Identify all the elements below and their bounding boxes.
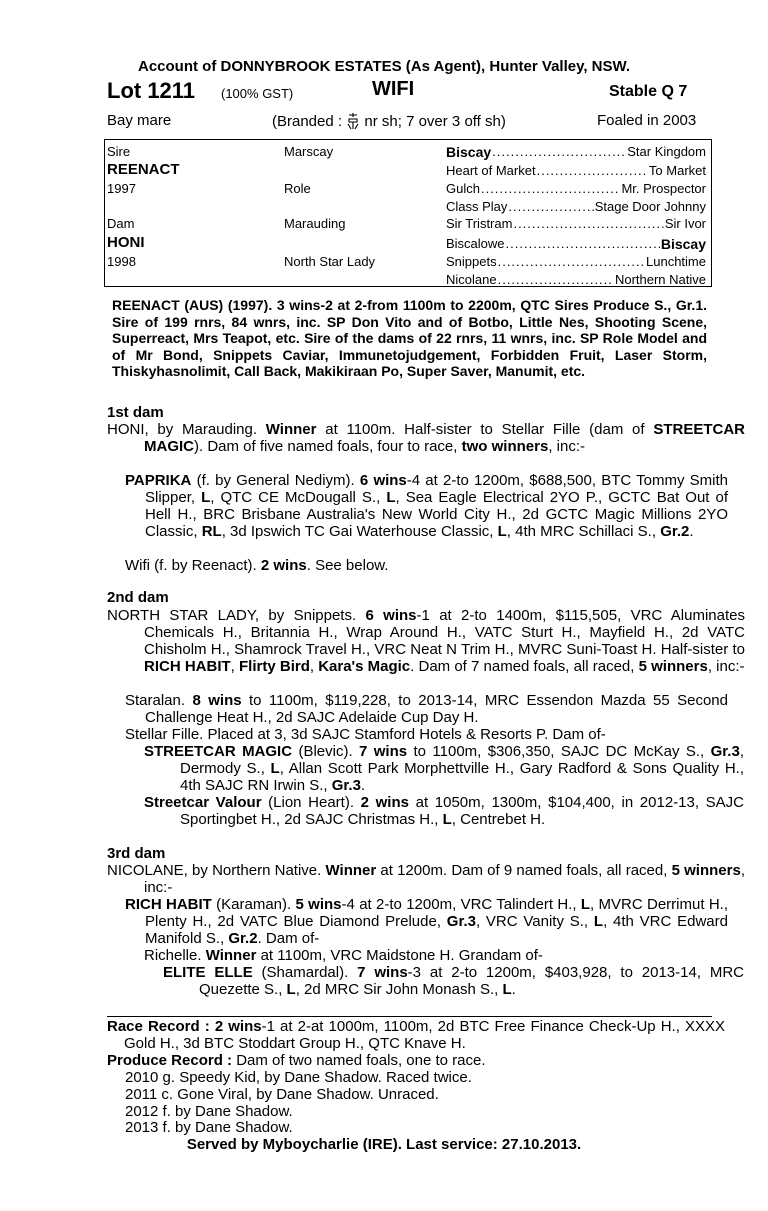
sire-label: Sire (107, 144, 131, 159)
text: . See below. (306, 557, 389, 574)
ancestor-row (446, 236, 706, 252)
sire-name: REENACT (107, 161, 180, 178)
produce-foal: 2010 g. Speedy Kid, by Dane Shadow. Raced twice. (125, 1069, 472, 1086)
bold-text: Winner (325, 862, 377, 879)
bold-text: Gr.2 (228, 930, 258, 947)
dam-label: Dam (107, 216, 135, 231)
sire-year: 1997 (107, 181, 136, 196)
bold-text: RICH HABIT (144, 658, 231, 675)
sire-dam: Role (284, 181, 311, 196)
bold-text: L (593, 913, 604, 930)
text: to 1100m, $119,228, to 2013-14, MRC Essendon Mazda 55 Second Challenge Heat H., 2d SAJC Adelaide Cup Day H. (145, 692, 728, 726)
text: (Shamardal). (252, 964, 358, 981)
text: at 1100m. Half-sister to Stellar Fille (dam of (316, 421, 654, 438)
ancestor-right: Biscay (660, 236, 706, 252)
text: , Dermody S., (180, 743, 744, 777)
second-dam-heading: 2nd dam (107, 589, 169, 606)
ancestor-right: Stage Door Johnny (594, 199, 706, 214)
produce-record (107, 1052, 486, 1069)
served-note: Served by Myboycharlie (IRE). Last service: 27.10.2013. (186, 1136, 582, 1153)
text: , 3d Ipswich TC Gai Waterhouse Classic, (221, 523, 498, 540)
text: . Dam of- (257, 930, 320, 947)
bold-text: 6 wins (359, 472, 407, 489)
progeny-elite-elle (163, 964, 744, 998)
ancestor-left: Biscay (446, 144, 492, 160)
foaled-year: Foaled in 2003 (597, 112, 697, 129)
text: to 1100m, $306,350, SAJC DC McKay S., (407, 743, 711, 760)
bold-text: L (502, 981, 512, 998)
third-dam-heading: 3rd dam (107, 845, 166, 862)
bold-text: Gr.2 (660, 523, 690, 540)
bold-text: Gr.3 (710, 743, 740, 760)
bold-text: L (386, 489, 396, 506)
sire-sire: Marscay (284, 144, 334, 159)
dam-dam: North Star Lady (284, 254, 376, 269)
bold-text: L (201, 489, 211, 506)
progeny-staralan (125, 692, 728, 726)
bold-text: L (442, 811, 452, 828)
text: -1 at 2-to 1400m, $115,505, VRC Aluminates Chemicals H., Britannia H., Wrap Around H., VATC Sturt H., Mayfield H., 2d VATC Chisholm H., Shamrock Travel H., VRC Neat N Trim H., MVRC Suni-Toast H. Half-sister to (144, 607, 745, 658)
text: at 1200m. Dam of 9 named foals, all raced, (376, 862, 672, 879)
text: , MVRC Derrimut H., Plenty H., 2d VATC Blue Diamond Prelude, (145, 896, 728, 930)
ancestor-right: Star Kingdom (627, 144, 706, 159)
produce-record-summary: Dam of two named foals, one to race. (232, 1052, 486, 1069)
text: , 2d MRC Sir John Monash S., (295, 981, 503, 998)
ancestor-right: Lunchtime (646, 254, 706, 269)
bold-text: 6 wins (365, 607, 417, 624)
bold-text: Race Record : (107, 1018, 215, 1035)
bold-text: RICH HABIT (125, 896, 212, 913)
text: , Sea Eagle Electrical 2YO P., GCTC Bat Out of Hell H., BRC Brisbane Australia's New World City H., 2d GCTC Magic Millions 2YO Classic, (145, 489, 728, 540)
bold-text: RL (201, 523, 222, 540)
bold-text: 2 wins (260, 557, 307, 574)
bold-text: Kara's Magic (318, 658, 411, 675)
produce-foal: 2011 c. Gone Viral, by Dane Shadow. Unraced. (125, 1086, 439, 1103)
brand-info (272, 112, 506, 130)
text: , 4th VRC Edward Manifold S., (145, 913, 728, 947)
text: -3 at 2-to 1200m, $403,928, to 2013-14, MRC Quezette S., (199, 964, 744, 998)
dam-name: HONI (107, 234, 145, 251)
text: . (511, 981, 516, 998)
text: . (689, 523, 694, 540)
brand-mark-icon (346, 112, 360, 130)
bold-text: 5 winners (638, 658, 708, 675)
bold-text: 2 wins (214, 1018, 262, 1035)
dam-year: 1998 (107, 254, 136, 269)
ancestor-row (446, 216, 706, 231)
bold-text: STREETCAR MAGIC (144, 743, 293, 760)
text: , QTC CE McDougall S., (210, 489, 387, 506)
bold-text: 2 wins (360, 794, 409, 811)
bold-text: Gr.3 (446, 913, 476, 930)
progeny-paprika (125, 472, 728, 540)
bold-text: L (497, 523, 507, 540)
text: (Karaman). (211, 896, 296, 913)
text: (Blevic). (292, 743, 360, 760)
text: HONI, by Marauding. (107, 421, 266, 438)
race-record (107, 1018, 725, 1052)
progeny-streetcar-magic (144, 743, 744, 794)
ancestor-right: Sir Ivor (664, 216, 706, 231)
ancestor-left: Nicolane (446, 272, 497, 287)
horse-name: WIFI (372, 78, 415, 100)
bold-text: PAPRIKA (125, 472, 192, 489)
bold-text: 7 wins (357, 964, 408, 981)
ancestor-right: Northern Native (614, 272, 706, 287)
bold-text: L (286, 981, 296, 998)
progeny-rich-habit (125, 896, 728, 947)
text: NICOLANE, by Northern Native. (107, 862, 326, 879)
dam-sire: Marauding (284, 216, 346, 231)
text: -4 at 2-to 1200m, VRC Talindert H., (341, 896, 581, 913)
bold-text: 5 winners (671, 862, 741, 879)
ancestor-right: Mr. Prospector (621, 181, 706, 196)
bold-text: 5 wins (295, 896, 342, 913)
text: NORTH STAR LADY, by Snippets. (107, 607, 366, 624)
text: , inc:- (548, 438, 585, 455)
first-dam-text (107, 421, 745, 455)
text: , (230, 658, 240, 675)
text: at 1100m, VRC Maidstone H. Grandam of- (256, 947, 543, 964)
ancestor-row (446, 181, 706, 196)
vendor-account: Account of DONNYBROOK ESTATES (As Agent), Hunter Valley, NSW. (138, 58, 630, 75)
text: , inc:- (707, 658, 745, 675)
text: , inc:- (144, 862, 745, 896)
bold-text: L (580, 896, 590, 913)
stable-location: Stable Q 7 (609, 83, 688, 100)
ancestor-left: Heart of Market (446, 163, 536, 178)
bold-text: two winners (461, 438, 549, 455)
horse-description: Bay mare (107, 112, 172, 129)
first-dam-heading: 1st dam (107, 404, 164, 421)
third-dam-text (107, 862, 745, 896)
ancestor-row (446, 254, 706, 269)
bold-text: ELITE ELLE (163, 964, 253, 981)
ancestor-row (446, 272, 706, 287)
text: (f. by General Nediym). (191, 472, 360, 489)
text: , (309, 658, 319, 675)
progeny-richelle (144, 947, 543, 964)
ancestor-left: Class Play (446, 199, 508, 214)
progeny-stellar-fille (125, 726, 606, 743)
text: Stellar Fille. Placed at 3, 3d SAJC Stamford Hotels & Resorts P. Dam of- (125, 726, 606, 743)
ancestor-left: Snippets (446, 254, 497, 269)
ancestor-left: Gulch (446, 181, 480, 196)
text: , Allan Scott Park Morphettville H., Gary Radford & Sons Quality H., 4th SAJC RN Irwin S., (180, 760, 744, 794)
text: , VRC Vanity S., (475, 913, 594, 930)
text: Richelle. (144, 947, 206, 964)
text: (Lion Heart). (261, 794, 361, 811)
text: . (360, 777, 366, 794)
ancestor-left: Biscalowe (446, 236, 505, 251)
bold-text: 7 wins (359, 743, 408, 760)
ancestor-left: Sir Tristram (446, 216, 513, 231)
progeny-wifi (125, 557, 388, 574)
ancestor-row (446, 163, 706, 178)
text: Staralan. (125, 692, 193, 709)
gst-note: (100% GST) (221, 86, 294, 101)
text: -4 at 2-to 1200m, $688,500, BTC Tommy Smith Slipper, (145, 472, 728, 506)
bold-text: Winner (205, 947, 257, 964)
text: ). Dam of five named foals, four to race, (194, 438, 462, 455)
text: , 4th MRC Schillaci S., (506, 523, 661, 540)
bold-text: 8 wins (192, 692, 242, 709)
produce-foal: 2013 f. by Dane Shadow. (125, 1119, 293, 1136)
text: Wifi (f. by Reenact). (125, 557, 261, 574)
text: -1 at 2-at 1000m, 1100m, 2d BTC Free Finance Check-Up H., XXXX Gold H., 3d BTC Stoddart Group H., QTC Knave H. (124, 1018, 725, 1052)
lot-number: Lot 1211 (107, 78, 196, 103)
text: at 1050m, 1300m, $104,400, in 2012-13, SAJC Sportingbet H., 2d SAJC Christmas H., (180, 794, 744, 828)
section-divider (107, 1016, 712, 1017)
bold-text: Streetcar Valour (144, 794, 262, 811)
produce-record-label: Produce Record : (107, 1052, 233, 1069)
second-dam-text (107, 607, 745, 675)
ancestor-row (446, 144, 706, 160)
brand-suffix: nr sh; 7 over 3 off sh) (364, 113, 506, 130)
text: . Dam of 7 named foals, all raced, (410, 658, 639, 675)
bold-text: L (270, 760, 280, 777)
bold-text: STREETCAR MAGIC (144, 421, 745, 455)
text: , Centrebet H. (451, 811, 546, 828)
bold-text: Gr.3 (331, 777, 361, 794)
ancestor-right: To Market (648, 163, 706, 178)
bold-text: Winner (265, 421, 317, 438)
produce-foal: 2012 f. by Dane Shadow. (125, 1103, 293, 1120)
bold-text: Flirty Bird (239, 658, 310, 675)
brand-prefix: (Branded : (272, 113, 343, 130)
ancestor-row (446, 199, 706, 214)
progeny-streetcar-valour (144, 794, 744, 828)
sire-summary: REENACT (AUS) (1997). 3 wins-2 at 2-from 1100m to 2200m, QTC Sires Produce S., Gr.1. Sire of 199 rnrs, 84 wnrs, inc. SP Don Vito and of Botbo, Little Nes, Shooting Scene, Superreact, Mrs Teapot, etc. Sire of the dams of 22 rnrs, 11 wnrs, inc. SP Role Model and of Mr Bond, Snippets Caviar, Immunetojudgement, Forbidden Fruit, Laser Storm, Thiskyhasnolimit, Call Back, Makikiraan Po, Super Saver, Manumit, etc. (112, 297, 707, 379)
